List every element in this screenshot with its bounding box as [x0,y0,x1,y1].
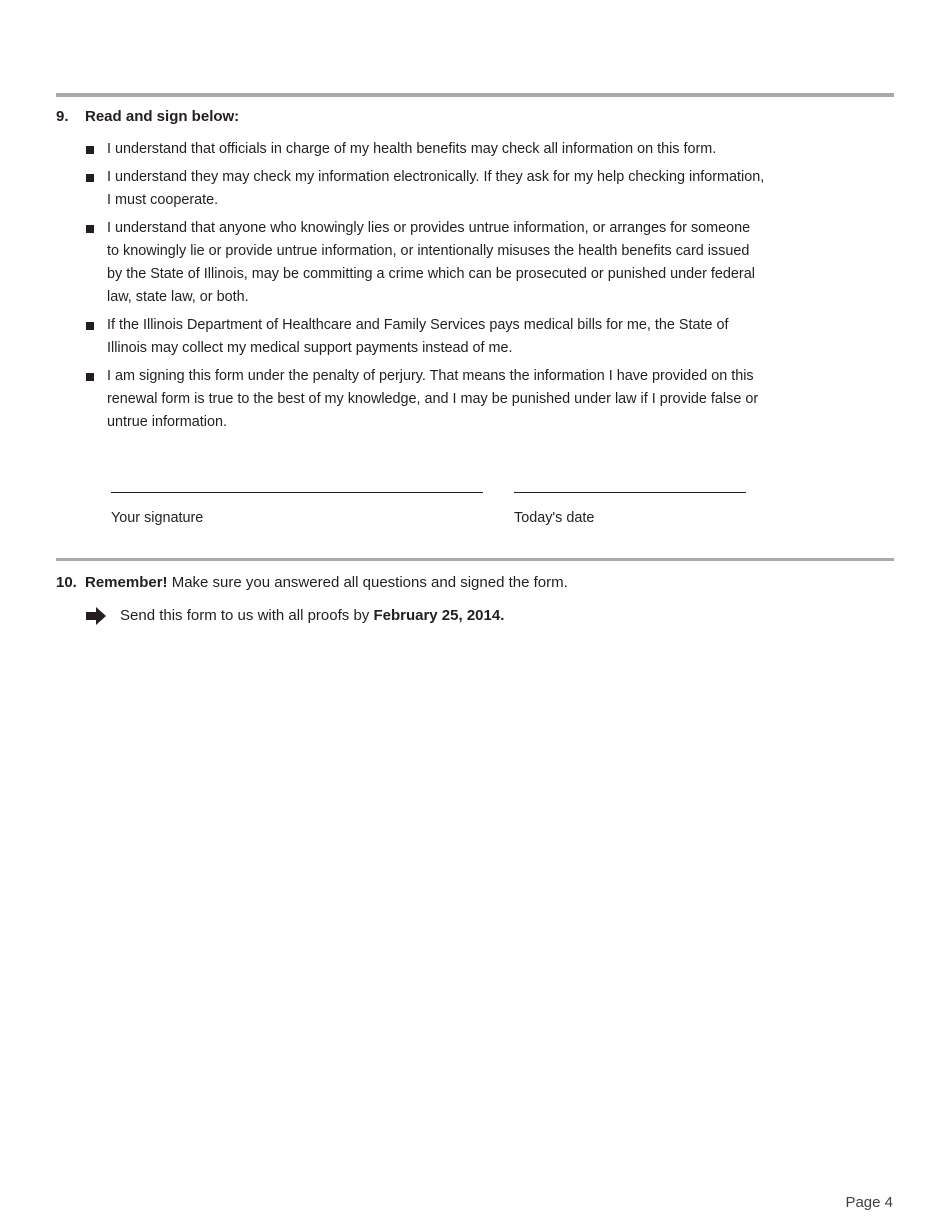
square-bullet-icon [86,225,94,233]
list-item-text: I understand that officials in charge of my health benefits may check all information on this form. [107,141,717,157]
acknowledgement-list [86,138,766,439]
arrow-right-icon [86,607,106,625]
send-text: Send this form to us with all proofs by [120,607,370,624]
list-item [86,138,766,161]
list-item [86,365,766,434]
section-9-number: 9. [56,108,69,125]
list-item-text: I understand that anyone who knowingly lies or provides untrue information, or arranges for someone to knowingly lie or provide untrue information, or intentionally misuses the health benefits card issued by the State of Illinois, may be committing a crime which can be prosecuted or punished under federal law, state law, or both. [107,220,755,305]
top-divider [56,93,894,97]
remember-label: Remember! [85,574,168,591]
date-label: Today's date [514,510,595,526]
square-bullet-icon [86,322,94,330]
list-item-text: If the Illinois Department of Healthcare and Family Services pays medical bills for me, the State of Illinois may collect my medical support payments instead of me. [107,317,729,356]
section-9-heading [56,108,239,126]
date-field[interactable] [514,492,746,493]
section-10-heading [56,574,568,592]
section-10-number: 10. [56,574,77,591]
section-10-text: Make sure you answered all questions and signed the form. [171,574,568,591]
list-item [86,166,766,212]
square-bullet-icon [86,174,94,182]
square-bullet-icon [86,373,94,381]
list-item [86,314,766,360]
list-item-text: I am signing this form under the penalty of perjury. That means the information I have provided on this renewal form is true to the best of my knowledge, and I may be punished under law if I provide false or untrue information. [107,368,759,430]
middle-divider [56,558,894,561]
signature-field[interactable] [111,492,483,493]
list-item [86,217,766,309]
section-9-title: Read and sign below: [85,108,240,125]
send-instruction [86,606,504,626]
deadline-date: February 25, 2014. [373,607,505,624]
signature-label: Your signature [111,510,204,526]
square-bullet-icon [86,146,94,154]
list-item-text: I understand they may check my information electronically. If they ask for my help checking information, I must cooperate. [107,169,765,208]
page-number: Page 4 [845,1194,893,1211]
